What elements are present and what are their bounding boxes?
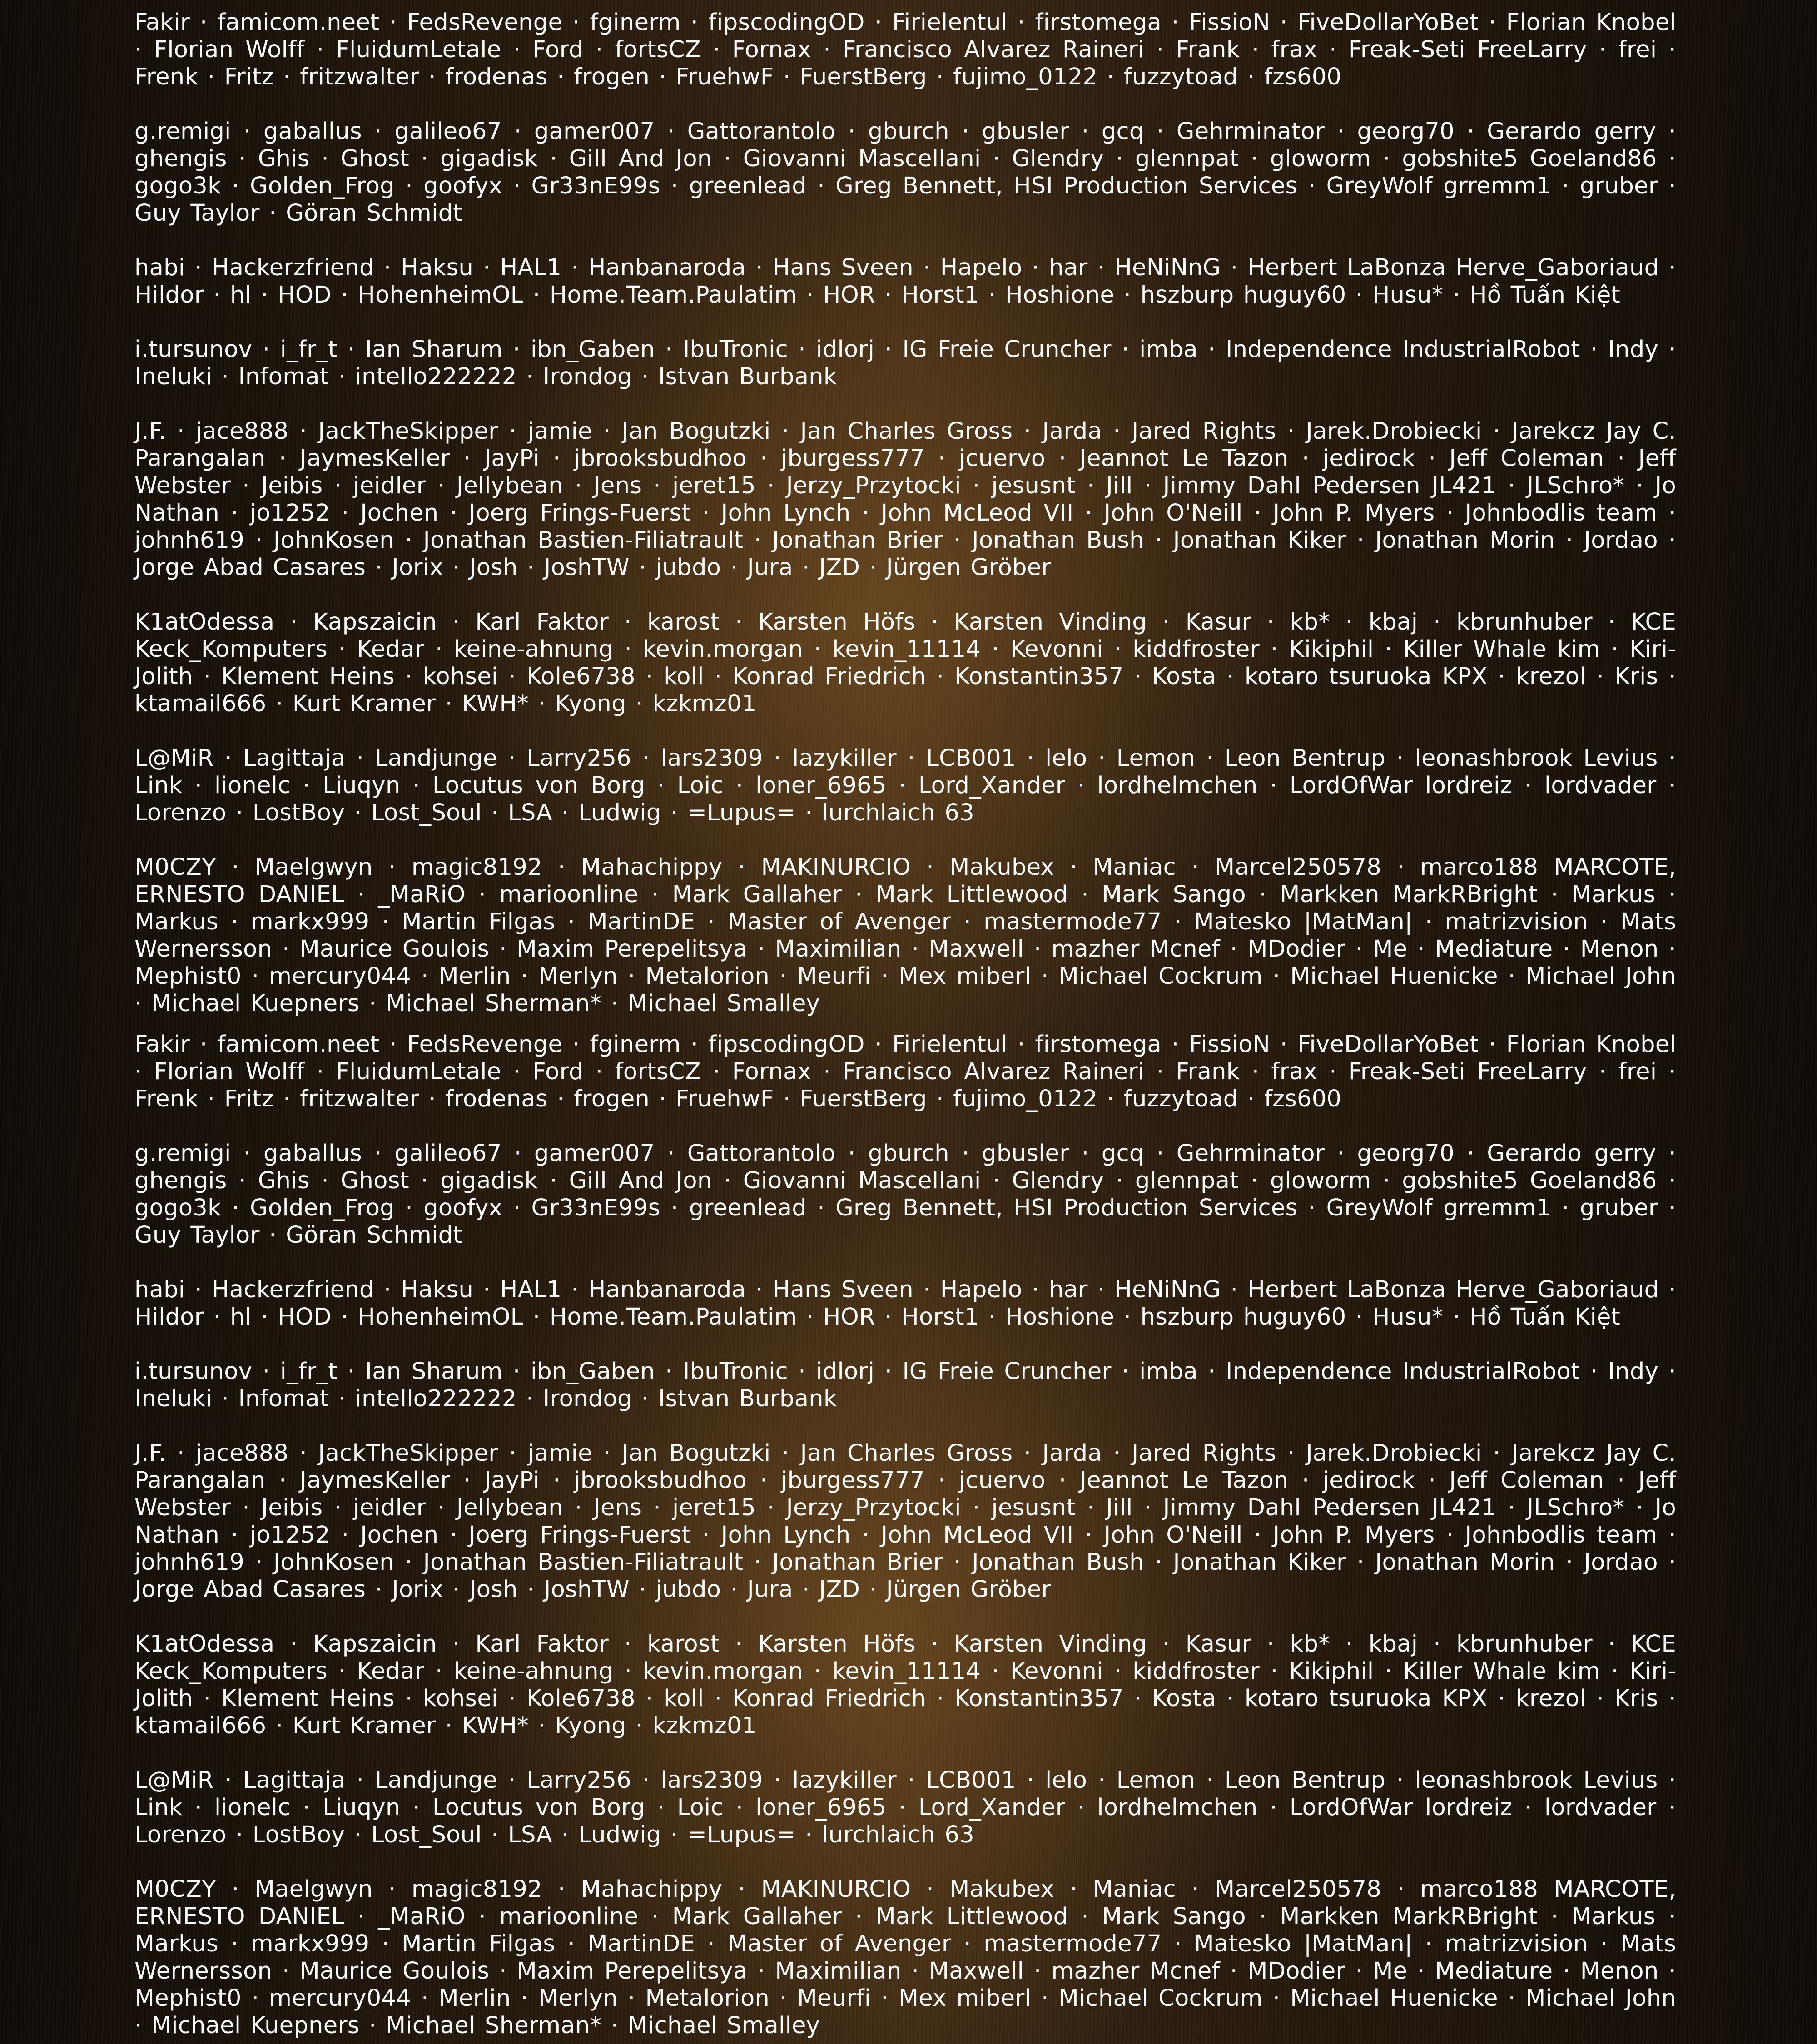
- credits-group-h: habi · Hackerzfriend · Haksu · HAL1 · Hanbanaroda · Hans Sveen · Hapelo · har · HeNiNnG · Herbert LaBonza Herve_Gaboriaud · Hildor · hl · HOD · HohenheimOL · Home.Team.Paulatim · HOR · Horst1 · Hoshione · hszburp huguy60 · Husu* · Hồ Tuấn Kiệt: [134, 1276, 1676, 1330]
- credits-group-l: L@MiR · Lagittaja · Landjunge · Larry256 · lars2309 · lazykiller · LCB001 · lelo · Lemon · Leon Bentrup · leonashbrook Levius · Link · lionelc · Liuqyn · Locutus von Borg · Loic · loner_6965 · Lord_Xander · lordhelmchen · LordOfWar lordreiz · lordvader · Lorenzo · LostBoy · Lost_Soul · LSA · Ludwig · =Lupus= · lurchlaich 63: [134, 1767, 1676, 1848]
- credits-group-h: habi · Hackerzfriend · Haksu · HAL1 · Hanbanaroda · Hans Sveen · Hapelo · har · HeNiNnG · Herbert LaBonza Herve_Gaboriaud · Hildor · hl · HOD · HohenheimOL · Home.Team.Paulatim · HOR · Horst1 · Hoshione · hszburp huguy60 · Husu* · Hồ Tuấn Kiệt: [134, 254, 1676, 308]
- credits-list: [134, 9, 1676, 1022]
- credits-group-k: K1atOdessa · Kapszaicin · Karl Faktor · karost · Karsten Höfs · Karsten Vinding · Kasur · kb* · kbaj · kbrunhuber · KCE Keck_Komputers · Kedar · keine-ahnung · kevin.morgan · kevin_11114 · Kevonni · kiddfroster · Kikiphil · Killer Whale kim · Kiri-Jolith · Klement Heins · kohsei · Kole6738 · koll · Konrad Friedrich · Konstantin357 · Kosta · kotaro tsuruoka KPX · krezol · Kris · ktamail666 · Kurt Kramer · KWH* · Kyong · kzkmz01: [134, 609, 1676, 717]
- credits-group-m: M0CZY · Maelgwyn · magic8192 · Mahachippy · MAKINURCIO · Makubex · Maniac · Marcel250578 · marco188 MARCOTE, ERNESTO DANIEL · _MaRiO · marioonline · Mark Gallaher · Mark Littlewood · Mark Sango · Markken MarkRBright · Markus · Markus · markx999 · Martin Filgas · MartinDE · Master of Avenger · mastermode77 · Matesko |MatMan| · matrizvision · Mats Wernersson · Maurice Goulois · Maxim Perepelitsya · Maximilian · Maxwell · mazher Mcnef · MDodier · Me · Mediature · Menon · Mephist0 · mercury044 · Merlin · Merlyn · Metalorion · Meurfi · Mex miberl · Michael Cockrum · Michael Huenicke · Michael John · Michael Kuepners · Michael Sherman* · Michael Smalley: [134, 1876, 1676, 2039]
- credits-list: [134, 1031, 1676, 2044]
- credits-group-m: M0CZY · Maelgwyn · magic8192 · Mahachippy · MAKINURCIO · Makubex · Maniac · Marcel250578 · marco188 MARCOTE, ERNESTO DANIEL · _MaRiO · marioonline · Mark Gallaher · Mark Littlewood · Mark Sango · Markken MarkRBright · Markus · Markus · markx999 · Martin Filgas · MartinDE · Master of Avenger · mastermode77 · Matesko |MatMan| · matrizvision · Mats Wernersson · Maurice Goulois · Maxim Perepelitsya · Maximilian · Maxwell · mazher Mcnef · MDodier · Me · Mediature · Menon · Mephist0 · mercury044 · Merlin · Merlyn · Metalorion · Meurfi · Mex miberl · Michael Cockrum · Michael Huenicke · Michael John · Michael Kuepners · Michael Sherman* · Michael Smalley: [134, 854, 1676, 1017]
- credits-group-f: Fakir · famicom.neet · FedsRevenge · fginerm · fipscodingOD · Firielentul · firstomega · FissioN · FiveDollarYoBet · Florian Knobel · Florian Wolff · FluidumLetale · Ford · fortsCZ · Fornax · Francisco Alvarez Raineri · Frank · frax · Freak-Seti FreeLarry · frei · Frenk · Fritz · fritzwalter · frodenas · frogen · FruehwF · FuerstBerg · fujimo_0122 · fuzzytoad · fzs600: [134, 1031, 1676, 1112]
- credits-group-f: Fakir · famicom.neet · FedsRevenge · fginerm · fipscodingOD · Firielentul · firstomega · FissioN · FiveDollarYoBet · Florian Knobel · Florian Wolff · FluidumLetale · Ford · fortsCZ · Fornax · Francisco Alvarez Raineri · Frank · frax · Freak-Seti FreeLarry · frei · Frenk · Fritz · fritzwalter · frodenas · frogen · FruehwF · FuerstBerg · fujimo_0122 · fuzzytoad · fzs600: [134, 9, 1676, 90]
- credits-group-g: g.remigi · gaballus · galileo67 · gamer007 · Gattorantolo · gburch · gbusler · gcq · Gehrminator · georg70 · Gerardo gerry · ghengis · Ghis · Ghost · gigadisk · Gill And Jon · Giovanni Mascellani · Glendry · glennpat · gloworm · gobshite5 Goeland86 · gogo3k · Golden_Frog · goofyx · Gr33nE99s · greenlead · Greg Bennett, HSI Production Services · GreyWolf grremm1 · gruber · Guy Taylor · Göran Schmidt: [134, 118, 1676, 227]
- credits-group-l: L@MiR · Lagittaja · Landjunge · Larry256 · lars2309 · lazykiller · LCB001 · lelo · Lemon · Leon Bentrup · leonashbrook Levius · Link · lionelc · Liuqyn · Locutus von Borg · Loic · loner_6965 · Lord_Xander · lordhelmchen · LordOfWar lordreiz · lordvader · Lorenzo · LostBoy · Lost_Soul · LSA · Ludwig · =Lupus= · lurchlaich 63: [134, 745, 1676, 826]
- credits-group-g: g.remigi · gaballus · galileo67 · gamer007 · Gattorantolo · gburch · gbusler · gcq · Gehrminator · georg70 · Gerardo gerry · ghengis · Ghis · Ghost · gigadisk · Gill And Jon · Giovanni Mascellani · Glendry · glennpat · gloworm · gobshite5 Goeland86 · gogo3k · Golden_Frog · goofyx · Gr33nE99s · greenlead · Greg Bennett, HSI Production Services · GreyWolf grremm1 · gruber · Guy Taylor · Göran Schmidt: [134, 1140, 1676, 1249]
- credits-group-i: i.tursunov · i_fr_t · Ian Sharum · ibn_Gaben · IbuTronic · idlorj · IG Freie Cruncher · imba · Independence IndustrialRobot · Indy · Ineluki · Infomat · intello222222 · Irondog · Istvan Burbank: [134, 336, 1676, 390]
- credits-group-j: J.F. · jace888 · JackTheSkipper · jamie · Jan Bogutzki · Jan Charles Gross · Jarda · Jared Rights · Jarek.Drobiecki · Jarekcz Jay C. Parangalan · JaymesKeller · JayPi · jbrooksbudhoo · jburgess777 · jcuervo · Jeannot Le Tazon · jedirock · Jeff Coleman · Jeff Webster · Jeibis · jeidler · Jellybean · Jens · jeret15 · Jerzy_Przytocki · jesusnt · Jill · Jimmy Dahl Pedersen JL421 · JLSchro* · Jo Nathan · jo1252 · Jochen · Joerg Frings-Fuerst · John Lynch · John McLeod VII · John O'Neill · John P. Myers · Johnbodlis team · johnh619 · JohnKosen · Jonathan Bastien-Filiatrault · Jonathan Brier · Jonathan Bush · Jonathan Kiker · Jonathan Morin · Jordao · Jorge Abad Casares · Jorix · Josh · JoshTW · jubdo · Jura · JZD · Jürgen Gröber: [134, 1440, 1676, 1603]
- credits-group-j: J.F. · jace888 · JackTheSkipper · jamie · Jan Bogutzki · Jan Charles Gross · Jarda · Jared Rights · Jarek.Drobiecki · Jarekcz Jay C. Parangalan · JaymesKeller · JayPi · jbrooksbudhoo · jburgess777 · jcuervo · Jeannot Le Tazon · jedirock · Jeff Coleman · Jeff Webster · Jeibis · jeidler · Jellybean · Jens · jeret15 · Jerzy_Przytocki · jesusnt · Jill · Jimmy Dahl Pedersen JL421 · JLSchro* · Jo Nathan · jo1252 · Jochen · Joerg Frings-Fuerst · John Lynch · John McLeod VII · John O'Neill · John P. Myers · Johnbodlis team · johnh619 · JohnKosen · Jonathan Bastien-Filiatrault · Jonathan Brier · Jonathan Bush · Jonathan Kiker · Jonathan Morin · Jordao · Jorge Abad Casares · Jorix · Josh · JoshTW · jubdo · Jura · JZD · Jürgen Gröber: [134, 418, 1676, 581]
- credits-group-k: K1atOdessa · Kapszaicin · Karl Faktor · karost · Karsten Höfs · Karsten Vinding · Kasur · kb* · kbaj · kbrunhuber · KCE Keck_Komputers · Kedar · keine-ahnung · kevin.morgan · kevin_11114 · Kevonni · kiddfroster · Kikiphil · Killer Whale kim · Kiri-Jolith · Klement Heins · kohsei · Kole6738 · koll · Konrad Friedrich · Konstantin357 · Kosta · kotaro tsuruoka KPX · krezol · Kris · ktamail666 · Kurt Kramer · KWH* · Kyong · kzkmz01: [134, 1631, 1676, 1739]
- credits-viewport-bottom: [0, 1022, 1817, 2044]
- credits-group-i: i.tursunov · i_fr_t · Ian Sharum · ibn_Gaben · IbuTronic · idlorj · IG Freie Cruncher · imba · Independence IndustrialRobot · Indy · Ineluki · Infomat · intello222222 · Irondog · Istvan Burbank: [134, 1358, 1676, 1412]
